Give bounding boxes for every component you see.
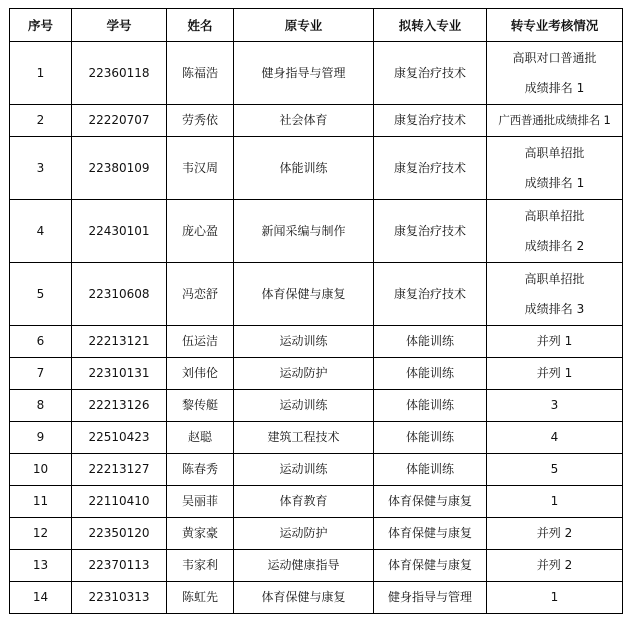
cell-student-id: 22310608 [72, 263, 167, 326]
cell-student-id: 22213126 [72, 390, 167, 422]
header-target-major: 拟转入专业 [374, 9, 487, 42]
cell-target-major: 康复治疗技术 [374, 263, 487, 326]
assessment-line: 高职单招批 [524, 146, 585, 160]
cell-name: 伍运洁 [167, 326, 234, 358]
cell-original-major: 运动训练 [234, 326, 374, 358]
cell-assessment [487, 422, 623, 454]
table-row [10, 42, 623, 105]
cell-original-major: 体育保健与康复 [234, 582, 374, 614]
cell-no: 7 [10, 358, 72, 390]
cell-no: 8 [10, 390, 72, 422]
table-row [10, 486, 623, 518]
table-row [10, 582, 623, 614]
cell-student-id: 22310131 [72, 358, 167, 390]
cell-original-major: 运动训练 [234, 454, 374, 486]
header-assessment: 转专业考核情况 [487, 9, 623, 42]
cell-original-major: 新闻采编与制作 [234, 200, 374, 263]
cell-assessment [487, 486, 623, 518]
cell-name: 陈春秀 [167, 454, 234, 486]
assessment-line: 1 [550, 494, 559, 508]
cell-student-id: 22510423 [72, 422, 167, 454]
cell-student-id: 22360118 [72, 42, 167, 105]
cell-assessment [487, 454, 623, 486]
cell-assessment [487, 105, 623, 137]
cell-no: 12 [10, 518, 72, 550]
cell-original-major: 建筑工程技术 [234, 422, 374, 454]
table-row [10, 550, 623, 582]
table-row [10, 390, 623, 422]
header-name: 姓名 [167, 9, 234, 42]
cell-target-major: 康复治疗技术 [374, 200, 487, 263]
header-no: 序号 [10, 9, 72, 42]
cell-original-major: 体育保健与康复 [234, 263, 374, 326]
cell-no: 1 [10, 42, 72, 105]
cell-name: 吴丽菲 [167, 486, 234, 518]
assessment-line: 高职单招批 [524, 272, 585, 286]
cell-name: 黄家豪 [167, 518, 234, 550]
cell-target-major: 体能训练 [374, 422, 487, 454]
header-row [10, 9, 623, 42]
cell-target-major: 体能训练 [374, 454, 487, 486]
cell-name: 黎传艇 [167, 390, 234, 422]
cell-no: 2 [10, 105, 72, 137]
cell-assessment [487, 326, 623, 358]
assessment-line: 4 [550, 430, 559, 444]
cell-original-major: 体育教育 [234, 486, 374, 518]
cell-original-major: 健身指导与管理 [234, 42, 374, 105]
cell-assessment [487, 263, 623, 326]
cell-name: 冯恋舒 [167, 263, 234, 326]
assessment-line: 并列 2 [536, 526, 573, 540]
cell-student-id: 22350120 [72, 518, 167, 550]
cell-student-id: 22310313 [72, 582, 167, 614]
assessment-line: 成绩排名 2 [524, 239, 585, 253]
table-body [10, 42, 623, 614]
cell-original-major: 体能训练 [234, 137, 374, 200]
cell-assessment [487, 550, 623, 582]
cell-target-major: 体能训练 [374, 390, 487, 422]
cell-name: 赵聪 [167, 422, 234, 454]
cell-no: 13 [10, 550, 72, 582]
cell-assessment [487, 390, 623, 422]
cell-no: 3 [10, 137, 72, 200]
cell-original-major: 运动防护 [234, 358, 374, 390]
cell-name: 陈福浩 [167, 42, 234, 105]
assessment-line: 并列 2 [536, 558, 573, 572]
cell-no: 11 [10, 486, 72, 518]
assessment-line: 高职对口普通批 [512, 51, 597, 65]
cell-original-major: 运动健康指导 [234, 550, 374, 582]
table-row [10, 422, 623, 454]
assessment-line: 高职单招批 [524, 209, 585, 223]
cell-name: 劳秀依 [167, 105, 234, 137]
cell-student-id: 22380109 [72, 137, 167, 200]
table-row [10, 137, 623, 200]
cell-no: 4 [10, 200, 72, 263]
assessment-line: 1 [550, 590, 559, 604]
assessment-line: 成绩排名 1 [524, 81, 585, 95]
assessment-line: 并列 1 [536, 334, 573, 348]
cell-no: 6 [10, 326, 72, 358]
table-row [10, 358, 623, 390]
table-row [10, 200, 623, 263]
table-row [10, 326, 623, 358]
cell-target-major: 体育保健与康复 [374, 550, 487, 582]
table-row [10, 518, 623, 550]
cell-target-major: 康复治疗技术 [374, 137, 487, 200]
cell-assessment [487, 200, 623, 263]
assessment-line: 并列 1 [536, 366, 573, 380]
cell-no: 10 [10, 454, 72, 486]
cell-name: 韦家利 [167, 550, 234, 582]
cell-student-id: 22370113 [72, 550, 167, 582]
assessment-line: 成绩排名 1 [524, 176, 585, 190]
cell-target-major: 体育保健与康复 [374, 486, 487, 518]
cell-assessment [487, 42, 623, 105]
cell-name: 韦汉周 [167, 137, 234, 200]
cell-original-major: 社会体育 [234, 105, 374, 137]
cell-target-major: 健身指导与管理 [374, 582, 487, 614]
cell-student-id: 22213127 [72, 454, 167, 486]
cell-no: 5 [10, 263, 72, 326]
cell-original-major: 运动防护 [234, 518, 374, 550]
cell-target-major: 体能训练 [374, 358, 487, 390]
transfer-major-table [9, 8, 623, 614]
assessment-line: 成绩排名 3 [524, 302, 585, 316]
table-row [10, 454, 623, 486]
cell-assessment [487, 358, 623, 390]
table-row [10, 105, 623, 137]
header-original-major: 原专业 [234, 9, 374, 42]
cell-target-major: 体育保健与康复 [374, 518, 487, 550]
cell-student-id: 22110410 [72, 486, 167, 518]
cell-student-id: 22430101 [72, 200, 167, 263]
cell-name: 庞心盈 [167, 200, 234, 263]
assessment-line: 3 [550, 398, 559, 412]
table-row [10, 263, 623, 326]
transfer-table-container [9, 8, 623, 614]
cell-target-major: 康复治疗技术 [374, 42, 487, 105]
cell-target-major: 康复治疗技术 [374, 105, 487, 137]
cell-assessment [487, 137, 623, 200]
assessment-line: 5 [550, 462, 559, 476]
cell-no: 9 [10, 422, 72, 454]
cell-no: 14 [10, 582, 72, 614]
cell-assessment [487, 582, 623, 614]
cell-target-major: 体能训练 [374, 326, 487, 358]
cell-original-major: 运动训练 [234, 390, 374, 422]
header-student-id: 学号 [72, 9, 167, 42]
assessment-line: 广西普通批成绩排名 1 [498, 113, 611, 127]
cell-student-id: 22213121 [72, 326, 167, 358]
cell-assessment [487, 518, 623, 550]
cell-name: 刘伟伦 [167, 358, 234, 390]
cell-name: 陈虹先 [167, 582, 234, 614]
cell-student-id: 22220707 [72, 105, 167, 137]
